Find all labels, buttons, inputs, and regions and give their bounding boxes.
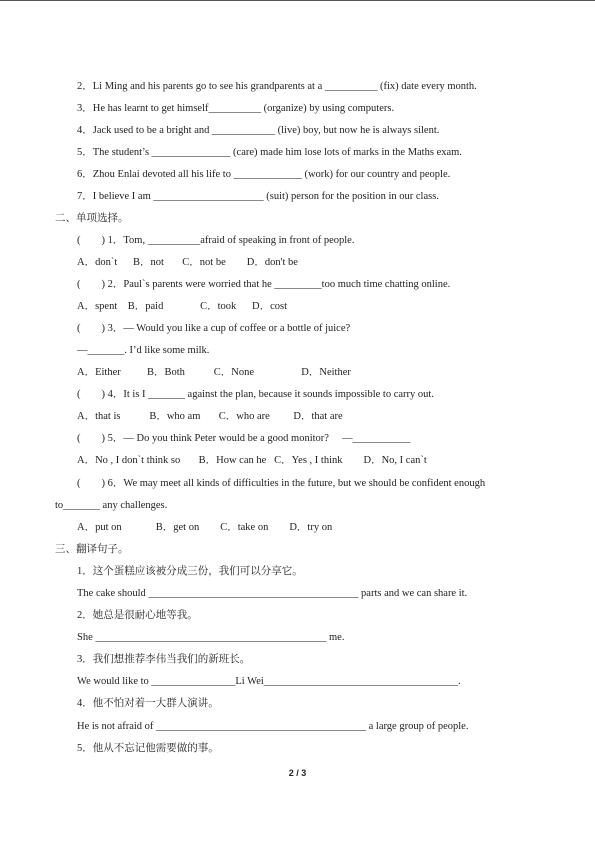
text-line: 5．The student’s _______________ (care) made him lose lots of marks in the Maths exam. (77, 147, 462, 158)
text-line: 3．He has learnt to get himself__________ (organize) by using computers. (77, 103, 395, 114)
text-line: to_______ any challenges. (55, 500, 168, 511)
text-line: 二、单项选择。 (55, 213, 129, 224)
page-top-border (0, 0, 595, 1)
text-line: 3．我们想推荐李伟当我们的新班长。 (77, 654, 251, 665)
text-line: 4．Jack used to be a bright and ____________ (live) boy, but now he is always silent. (77, 125, 440, 136)
text-line: A．spent B．paid C．took D．cost (77, 301, 287, 312)
text-line: A．don`t B．not C．not be D．don't be (77, 257, 298, 268)
text-line: 5．他从不忘记他需要做的事。 (77, 743, 219, 754)
text-line: A．put on B．get on C．take on D．try on (77, 522, 333, 533)
text-line: He is not afraid of ________________________________________ a large group of people. (77, 721, 469, 732)
text-line: 三、翻译句子。 (55, 544, 129, 555)
text-line: 6．Zhou Enlai devoted all his life to _____________ (work) for our country and people. (77, 169, 451, 180)
text-line: ( ) 5．— Do you think Peter would be a good monitor? —___________ (77, 433, 411, 444)
text-line: ( ) 6．We may meet all kinds of difficulties in the future, but we should be confident enough (77, 478, 486, 489)
text-line: The cake should ________________________________________ parts and we can share it. (77, 588, 468, 599)
page-number: 2 / 3 (288, 768, 307, 778)
text-line: 7．I believe I am _____________________ (suit) person for the position in our class. (77, 191, 439, 202)
text-line: 1．这个蛋糕应该被分成三份，我们可以分享它。 (77, 566, 303, 577)
text-line: ( ) 2．Paul`s parents were worried that he _________too much time chatting online. (77, 279, 451, 290)
text-line: A．that is B．who am C．who are D．that are (77, 411, 343, 422)
text-line: We would like to ________________Li Wei_____________________________________. (77, 676, 461, 687)
text-line: A．No , I don`t think so B．How can he C．Yes , I think D．No, I can`t (77, 455, 427, 466)
text-line: ( ) 3．— Would you like a cup of coffee or a bottle of juice? (77, 323, 351, 334)
text-line: A．Either B．Both C．None D．Neither (77, 367, 351, 378)
text-line: ( ) 1．Tom, __________afraid of speaking in front of people. (77, 235, 355, 246)
text-line: 2．Li Ming and his parents go to see his grandparents at a __________ (fix) date every month. (77, 81, 477, 92)
text-line: ( ) 4．It is I _______ against the plan, because it sounds impossible to carry out. (77, 389, 434, 400)
text-line: 2．她总是很耐心地等我。 (77, 610, 198, 621)
text-line: —_______. I’d like some milk. (77, 345, 210, 356)
text-line: 4．他不怕对着一大群人演讲。 (77, 698, 219, 709)
text-line: She ____________________________________________ me. (77, 632, 345, 643)
